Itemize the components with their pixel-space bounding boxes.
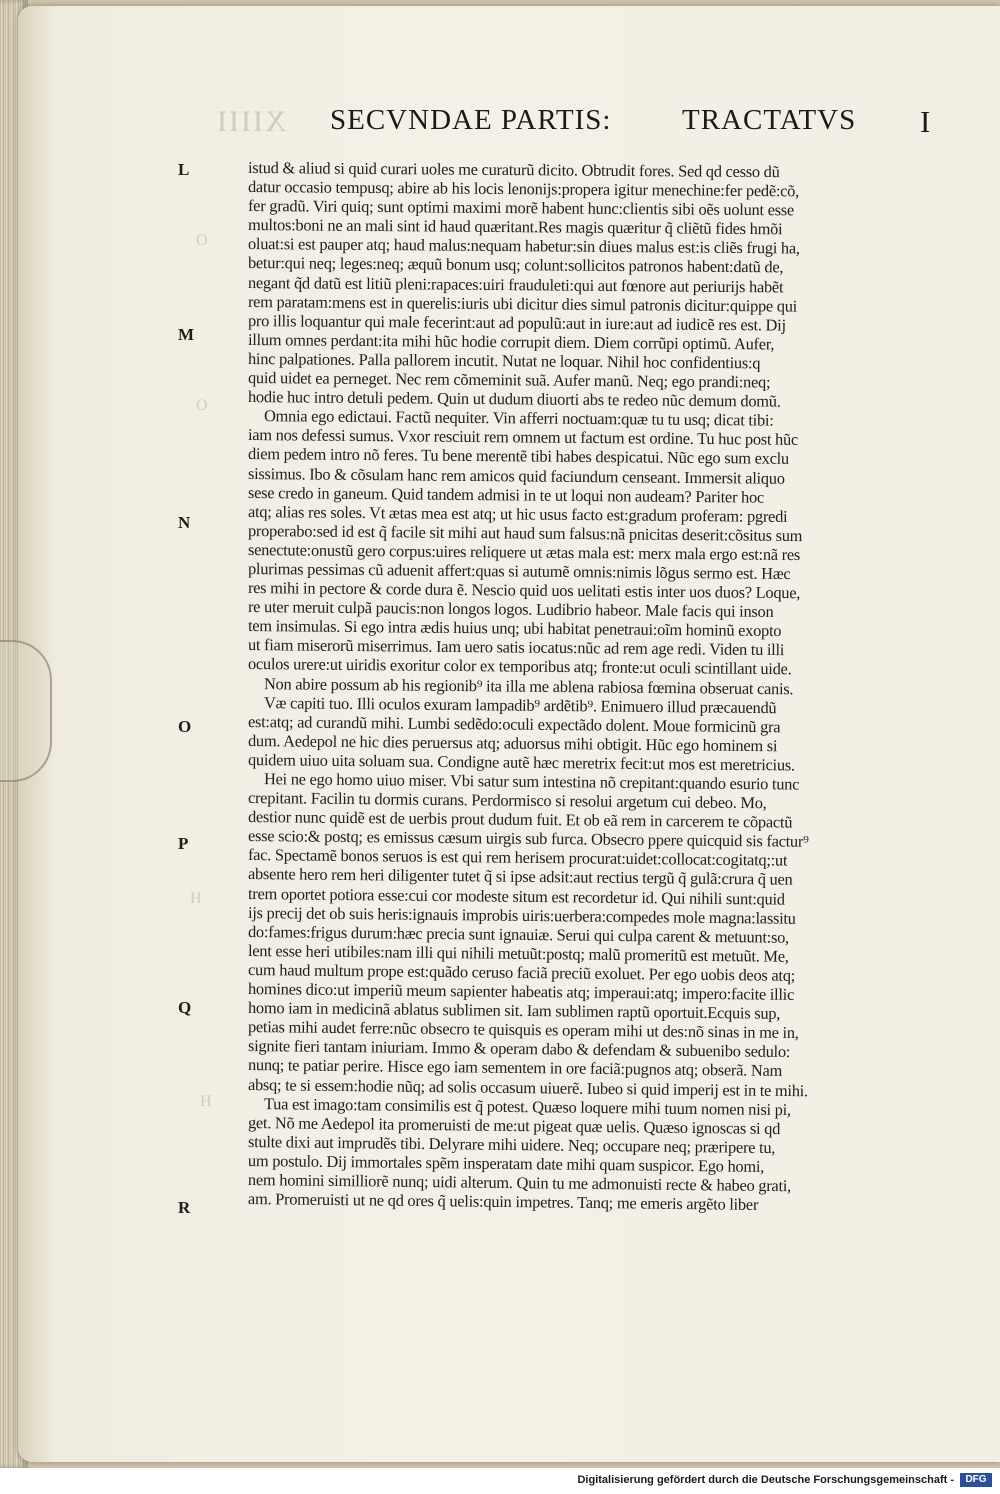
text-line: res mihi in pectore & corde dura ẽ. Nescio quid uos uelitati estis inter uos duos? Loque, <box>247 578 801 603</box>
text-line: dum. Aedepol ne hic dies peruersus atq; aduorsus mihi obtigit. Hũc ego hominem si <box>247 730 778 756</box>
ghost-signature: O <box>196 397 208 414</box>
text-line: hinc palpationes. Palla pallorem incutit. Nutat ne loquar. Nihil hoc confidentius:q <box>247 348 761 373</box>
text-line: sese credo in ganeum. Quid tandem admisi in te ut loqui non audeam? Pariter hoc <box>247 482 765 507</box>
text-line: Tua est imago:tam consimilis est q̃ potest. Quæso loquere mihi tuum nomen nisi pi, <box>263 1093 791 1119</box>
running-head <box>330 104 970 148</box>
text-line: rem paratam:mens est in querelis:iuris ubi dicitur dies simul patronis dicitur:quippe qui <box>247 291 798 316</box>
funding-credit: Digitalisierung gefördert durch die Deutsche Forschungsgemeinschaft - <box>577 1474 954 1486</box>
text-line: nunq; te patiar perire. Hisce ego iam sementem in ore faciã:pugnos atq; obserã. Nam <box>247 1055 783 1081</box>
text-line: senectute:onustũ gero corpus:uires reliquere ut ætas mala est: merx mala ergo est:nã res <box>247 539 801 564</box>
text-line: negant q̃d datũ est litiũ pleni:rapaces:uiri frauduleti:qui aut fœnore aut periurijs habẽt <box>247 272 784 296</box>
signature-letter: L <box>178 160 190 179</box>
body-text <box>247 158 958 1214</box>
text-line: sissimus. Ibo & cõsulam hanc rem amicos quid faciundum censeant. Immersit aliquo <box>247 463 785 488</box>
text-line: multos:boni ne an mali sint id haud quæritant.Res magis quæritur q̃ cliẽtũ fides hmõi <box>247 215 783 239</box>
text-line: absq; te si essem:hodie nũq; ad solis occasum uiuerẽ. Iubeo si quid imperij est in te mihi. <box>247 1074 809 1100</box>
text-line: illum omnes perdant:ita mihi hũc hodie corrupit diem. Diem corrũpi optimũ. Aufer, <box>247 329 775 354</box>
text-line: do:fames:frigus durum:hæc precia sunt ignauiæ. Serui qui culpa carent & metuunt:so, <box>247 921 790 947</box>
text-line: plurimas pessimas cũ aduenit affert:quas si autumẽ omnis:nimis lõgus sermo est. Hæc <box>247 558 791 584</box>
text-line: re uter meruit culpã paucis:non longos logos. Ludibrio habeor. Male facis qui inson <box>247 597 774 622</box>
text-line: trem oportet potiora esse:cui cor modeste situm est recordetur id. Qui nihili sunt:quid <box>247 883 785 909</box>
page-clip-shadow <box>0 640 52 782</box>
text-line: oculos urere:ut uiridis exoritur color ex temporibus atq; fronte:ut oculi scintillant uide. <box>247 654 792 679</box>
text-line: fer gradũ. Viri quiq; sunt optimi maximi morẽ habent hunc:clientis sibi oẽs uolunt esse <box>247 196 795 220</box>
ghost-signature: H <box>200 1093 212 1110</box>
text-line: Væ capiti tuo. Illi oculos exuram lampadib⁹ ardẽtib⁹. Enimuero illud præcauendũ <box>263 692 777 717</box>
text-line: homo iam in medicinã ablatus sublimen sit. Iam sublimen raptũ oportuit.Ecquis sup, <box>247 998 781 1023</box>
ghost-signature: H <box>190 890 202 907</box>
text-line: istud & aliud si quid curari uoles me curaturũ dicito. Obtrudit fores. Sed qd cesso dũ <box>247 158 780 182</box>
text-line: ut fiam miserorũ miserrimus. Iam uero satis iocatus:nũc ad rem age redi. Viden tu illi <box>247 635 785 660</box>
text-line: iam nos defessi sumus. Vxor resciuit rem omnem ut factum est ordine. Tu huc post hũc <box>247 425 799 450</box>
text-line: nem homini similliorẽ nunq; uidi alterum. Quin tu me admonuisti recte & habeo grati, <box>247 1169 792 1196</box>
text-line: datur occasio tempusq; abire ab his locis lenonijs:propera igitur menechine:fer pedẽ:cõ, <box>247 177 800 201</box>
text-line: hodie huc intro detuli pedem. Quin ut dudum diuorti abs te redeo nũc demum domũ. <box>247 387 781 411</box>
running-head-tractatus: TRACTATVS <box>682 104 857 136</box>
text-line: atq; alias res soles. Vt ætas mea est atq; ut hic usus facto est:gradum proferam: pgredi <box>247 501 788 526</box>
text-line: fac. Spectamẽ bonos seruos is est qui rem herisem procurat:uidet:collocat:cogitatq;:ut <box>247 845 788 870</box>
text-line: Non abire possum ab his regionib⁹ ita illa me ablena rabiosa fœmina obseruat canis. <box>263 673 794 698</box>
text-line: esse scio:& postq; es emissus cæsum uirgis sub furca. Obsecro ppere quicquid sis factur⁹ <box>247 826 809 852</box>
text-line: get. Nõ me Aedepol ita promeruisti de me:ut pigeat quæ uelis. Quæso ignoscas si qd <box>247 1112 781 1138</box>
text-line: est:atq; ad curandũ mihi. Lumbi sedẽdo:oculi expectãdo dolent. Moue formicinũ gra <box>247 711 781 736</box>
text-line: homines dico:ut imperiũ meum sapienter habeatis atq; imperaui:atq; impero:facite illic <box>247 979 795 1004</box>
text-line: properabo:sed id est q̃ facile sit mihi aut haud sum falsus:nã pnicitas deserit:cõsitus sum <box>247 520 803 545</box>
text-line: betur:qui neq; leges:neq; æquũ bonum usq; colunt:sollicitos patronos habent:datũ de, <box>247 253 784 277</box>
signature-letter: O <box>178 717 192 736</box>
text-line: pro illis loquantur qui male fecerint:aut ad populũ:aut in iure:aut ad iudicẽ res est. Dij <box>247 310 786 335</box>
show-through-text: XIIII <box>215 105 287 138</box>
text-line: um postulo. Dij immortales spẽm insperatam date mihi quam suspicor. Ego homi, <box>247 1150 765 1176</box>
folio-number: I <box>920 104 931 139</box>
text-line: Omnia ego edictaui. Factũ nequiter. Vin afferri noctuam:quæ tu tu usq; dicat tibi: <box>263 406 774 430</box>
signature-letter: N <box>178 513 191 532</box>
footer-bar <box>0 1468 1000 1494</box>
text-line: signite fieri tantam iniuriam. Immo & operam dabo & defendam & subuenibo sedulo: <box>247 1036 791 1062</box>
ghost-signature: O <box>196 232 208 249</box>
signature-letter: R <box>178 1198 191 1217</box>
text-line: quidem uiuo uita soluam sua. Condigne autẽ hæc meretrix fecit:ut mos est meretricius. <box>247 749 795 775</box>
text-line: crepitant. Facilin tu dormis curans. Perdormisco si resolui argetum cui debeo. Mo, <box>247 788 767 813</box>
signature-letter: M <box>178 325 195 344</box>
text-line: oluat:si est pauper atq; haud malus:nequam habetur:sin diues malus est:is cliẽs frugi ha, <box>247 234 800 258</box>
text-line: ijs precij det ob suis heris:ignauis improbis uiris:uerbera:compedes mole magna:lassitu <box>247 902 796 928</box>
text-line: am. Promeruisti ut ne qd ores q̃ uelis:quin impetres. Tanq; me emeris argẽto liber <box>247 1189 759 1214</box>
text-line: quid uidet ea perneget. Nec rem cõmeminit suã. Aufer manũ. Neq; ego prandi:neq; <box>247 368 771 392</box>
text-line: absente hero rem heri diligenter tutet q̃ si ipse adsit:aut rectius tergũ q̃ gulã:crura q̃ uen <box>247 864 793 890</box>
text-line: Hei ne ego homo uiuo miser. Vbi satur sum intestina nõ crepitant:quando esurio tunc <box>263 769 800 794</box>
running-head-title: SECVNDAE PARTIS: <box>330 104 612 136</box>
text-line: petias mihi audet ferre:nũc obsecro te quisquis es operam mihi ut des:nõ sinas in me in, <box>247 1017 799 1043</box>
text-line: cum haud multum prope est:quãdo ceruso faciã preciũ exoluet. Per ego uobis deos atq; <box>247 959 796 985</box>
dfg-logo: DFG <box>960 1473 992 1487</box>
signature-letter: Q <box>178 998 192 1017</box>
text-line: lent esse heri utibiles:nam illi qui nihili metuũt:postq; malũ promeritũ est metuũt. Me, <box>247 940 789 966</box>
text-line: tem insimulas. Si ego intra ædis huius unq; ubi habitat penetraui:oĩm hominũ exopto <box>247 616 782 641</box>
signature-letter: P <box>178 834 189 853</box>
text-line: diem pedem intro nõ feres. Tu bene merentẽ tibi habes despicatui. Nũc ego sum exclu <box>247 444 790 469</box>
text-line: stulte dixi aut imprudẽs tibi. Delyrare mihi uidere. Neq; occupare neq; præripere tu, <box>247 1131 776 1157</box>
text-line: destior nunc quidẽ est de uerbis prout dudum fuit. Et ob eã rem in carcerem te cõpactũ <box>247 807 793 832</box>
